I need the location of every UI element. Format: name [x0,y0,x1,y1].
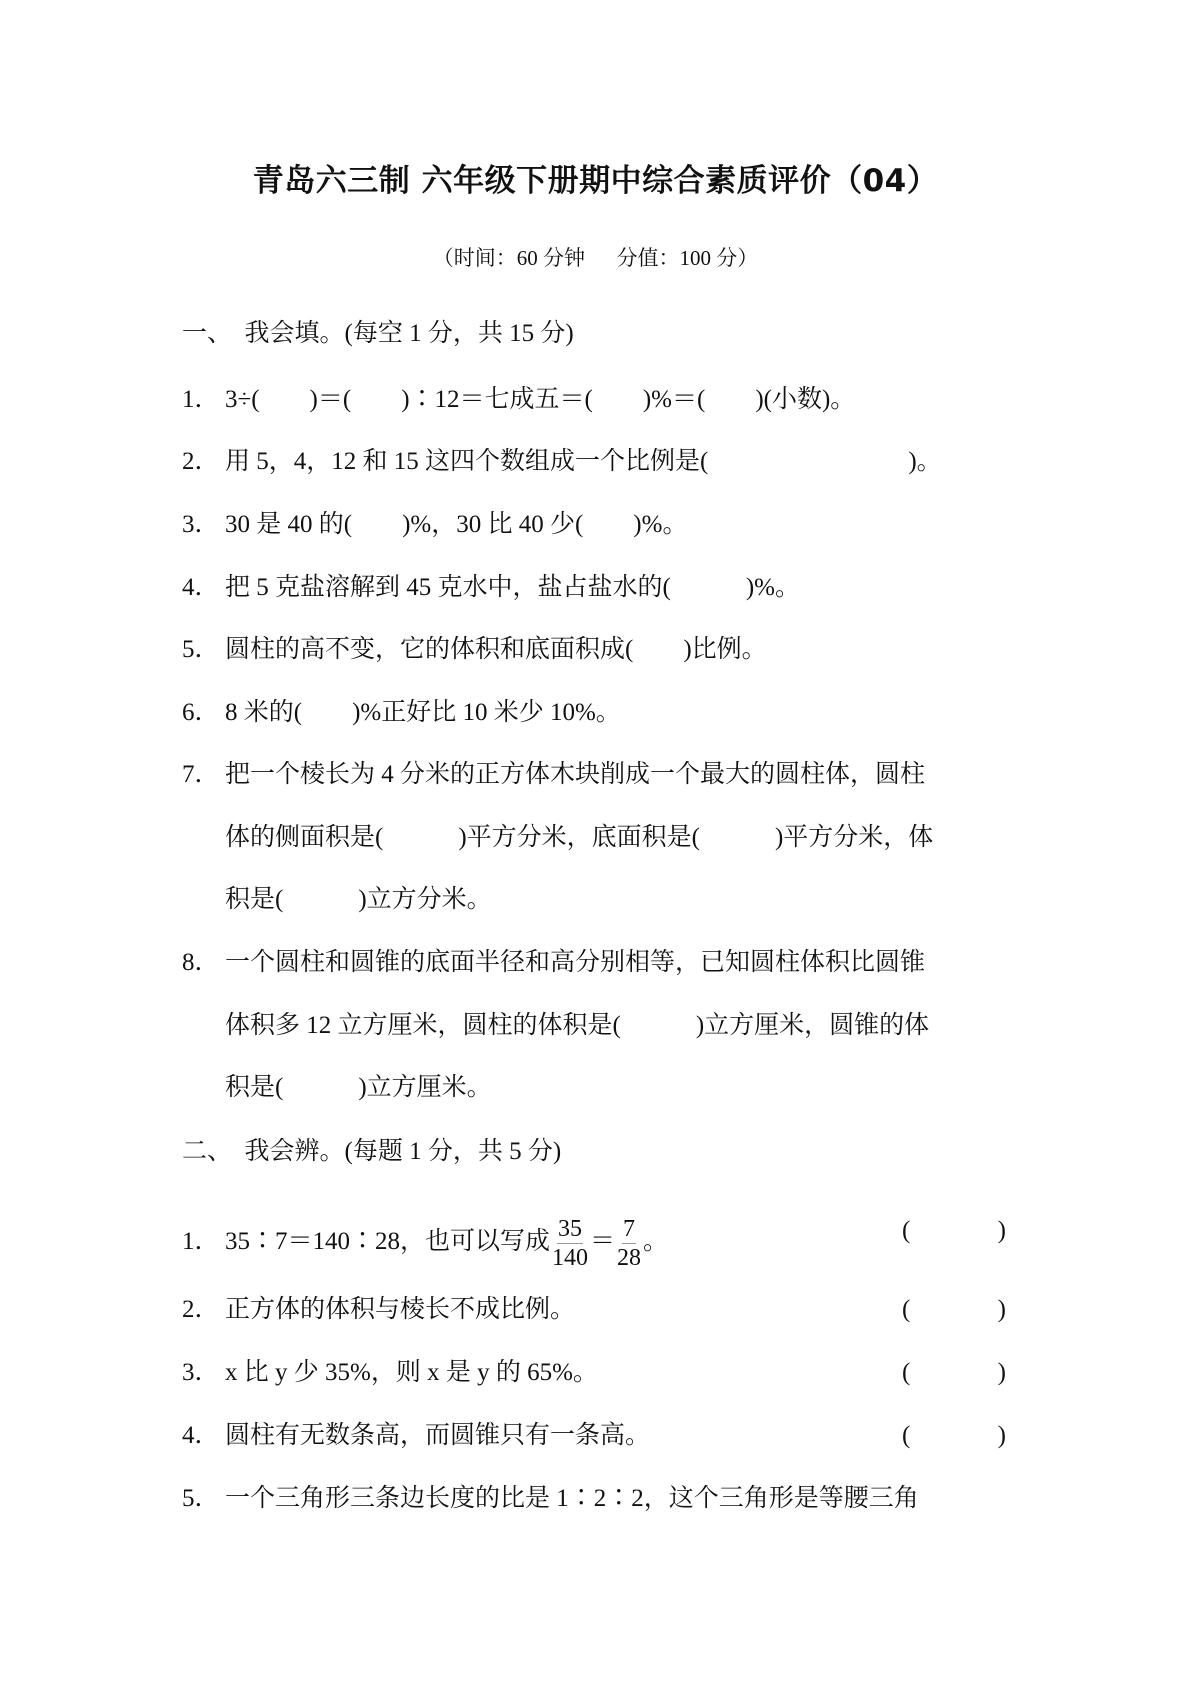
judge-question-3: 3． x 比 y 少 35%，则 x 是 y 的 65%。 [182,1359,598,1386]
fill-question-6: 6． 8 米的( )%正好比 10 米少 10%。 [182,699,621,726]
judge-question-2: 2． 正方体的体积与棱长不成比例。 [182,1296,576,1323]
fill-question-7-line-3: 积是( )立方分米。 [225,886,492,913]
fill-question-4: 4． 把 5 克盐溶解到 45 克水中，盐占盐水的( )%。 [182,574,800,601]
fill-question-1: 1． 3÷( )＝( )∶12＝七成五＝( )%＝( )(小数)。 [182,386,856,413]
fill-question-8-line-3: 积是( )立方厘米。 [225,1074,492,1101]
judge-answer-2[interactable]: ( ) [902,1296,1006,1323]
exam-info: （时间：60 分钟 分值：100 分） [432,246,759,270]
fill-question-8-line-2: 体积多 12 立方厘米，圆柱的体积是( )立方厘米，圆锥的体 [225,1012,930,1039]
judge-question-4: 4． 圆柱有无数条高，而圆锥只有一条高。 [182,1422,651,1449]
fill-question-7: 7． 把一个棱长为 4 分米的正方体木块削成一个最大的圆柱体，圆柱 [182,761,926,788]
fill-question-7-line-2: 体的侧面积是( )平方分米，底面积是( )平方分米，体 [225,824,934,851]
fraction-7-28: $\frac{7}{28}$ [617,1216,642,1271]
page-title: 青岛六三制 六年级下册期中综合素质评价（04） [252,163,939,199]
judge-answer-3[interactable]: ( ) [902,1359,1006,1386]
judge-question-1: 1． 35∶7＝140∶28，也可以写成 $\frac{35}{140}$ ＝ $\frac{7}{28}$ 。 [182,1216,669,1271]
fill-question-3: 3． 30 是 40 的( )%，30 比 40 少( )%。 [182,511,688,538]
fill-question-2: 2． 用 5，4，12 和 15 这四个数组成一个比例是( )。 [182,448,942,475]
fill-question-5: 5． 圆柱的高不变，它的体积和底面积成( )比例。 [182,636,767,663]
section1-heading: 一、 我会填。(每空 1 分，共 15 分) [182,320,574,347]
fill-question-8: 8． 一个圆柱和圆锥的底面半径和高分别相等，已知圆柱体积比圆锥 [182,949,926,976]
fraction-35-140: $\frac{35}{140}$ [552,1216,589,1271]
judge-answer-1[interactable]: ( ) [902,1217,1006,1244]
judge-answer-4[interactable]: ( ) [902,1422,1006,1449]
judge-question-5: 5． 一个三角形三条边长度的比是 1∶2∶2，这个三角形是等腰三角 [182,1485,919,1512]
section2-heading: 二、 我会辨。(每题 1 分，共 5 分) [182,1138,562,1165]
